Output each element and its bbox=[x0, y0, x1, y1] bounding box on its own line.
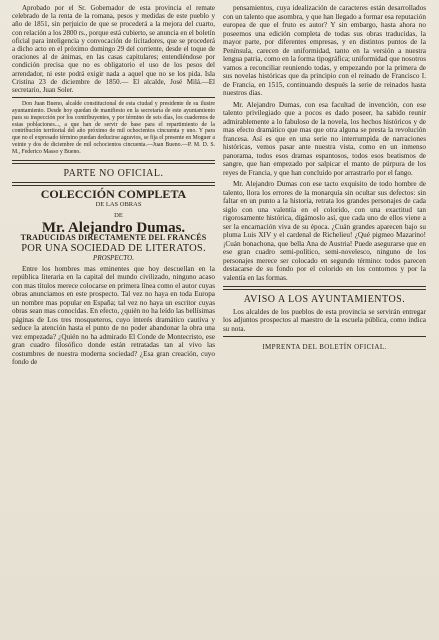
collection-title: COLECCIÓN COMPLETA bbox=[40, 187, 187, 202]
collection-subtitle: DE LAS OBRAS bbox=[95, 200, 142, 208]
right-column bbox=[223, 4, 426, 634]
prospectus-paragraph: Mr. Alejandro Dumas con ese tacto exquisito de todo hombre de talento, llora los errores de la monarquía sin ocultar sus defectos: sin faltar en un punto a la historia, retrata los grandes personajes de cada siglo con una valentía en el colorido, con una exactitud tan rigorosamente histórica, dígámoslo así, que cada uno de ellos viene a ser la encarnación viva de su época. ¿Cuán grandes aparecen bajo su pluma Luis XIV y el cardenal de Richelieu! ¿Qué pigmeo Mazarino! ¡Cuán bonachona, que bella Ana de Austria! Puede asegurarse que en ese gran cuadro semi-político, semi-novelesco, ninguno de los personajes merece ser colocado en segundo término: todos parecen destacarse de su fondo por el colorido en los contornos y por la valentía en las formas. bbox=[223, 180, 426, 282]
remate-announcement: Aprobado por el Sr. Gobernador de esta provincia el remate celebrado de la renta de la romana, pesos y medidas de este pueblo y año de 1851, sin perjuicio de que se procederá a la mejora del cuarto, con relación a los 2800 rs., porque está cubierto, se anuncia en el boletín oficial para inteligencia y convocación de licitadores, que se procederá a dicho acto en el próximo domingo 29 del corriente, desde el toque de oraciones al de ánimas, en las casas capitulares; entendiéndose por condición precisa que no es obligatorio el uso de los pesos del arrendador, ni este podrá exigir nada a aquel que no se los pida. Isla Cristina 23 de diciembre de 1850.— El alcalde, José Milá.—El secretario, Juan Soler. bbox=[12, 4, 215, 95]
prospectus-continued: pensamientos, cuya idealización de caracteres están desarrollados con un talento que asombra, y que han llegado a formar esa reputación europea de que el fruto es autor? Y sin embargo, hasta ahora no poseemos una edición completa de todas sus obras traducidas, la mayor parte, por diferentes empresas, y en distintos puntos de la Península, carecen de uniformidad, tanto en la versión a nuestra lengua patria, como en la forma tipográfica; uniformidad que nosotros vamos a reconciliar reuniendo todas, y empezando por la primera de sus novelas históricas que da principio con el reinado de Francisco I. de Francia, en 1515, continuando después la serie de reinados hasta nuestros días. bbox=[223, 4, 426, 97]
double-rule bbox=[12, 160, 215, 164]
society-note: POR UNA SOCIEDAD DE LITERATOS. bbox=[21, 242, 206, 254]
left-column bbox=[12, 4, 215, 634]
double-rule bbox=[223, 286, 426, 290]
divider bbox=[12, 97, 215, 98]
translation-note: TRADUCIDAS DIRECTAMENTE DEL FRANCÉS bbox=[20, 233, 207, 243]
columns bbox=[12, 4, 427, 634]
prospectus-label: PROSPECTO. bbox=[93, 254, 134, 263]
double-rule bbox=[12, 182, 215, 186]
collection-de: DE bbox=[114, 212, 123, 220]
avisos-title: AVISO A LOS AYUNTAMIENTOS. bbox=[243, 294, 406, 305]
imprenta-line: IMPRENTA DEL BOLETÍN OFICIAL. bbox=[262, 343, 387, 351]
municipal-notice: Don Juan Bueno, alcalde constitucional de esta ciudad y presidente de su ilustre ayuntamiento. Desde hoy quedan de manifiesto en la secretaría de este ayuntamiento para su inspección por los contribuyentes, y por término de seis días, los cuadernos de estas poblaciones..., a que han de servir de base para el repartimiento de la contribución territorial del año próximo de mil ochocientos cincuenta y uno. Y para que no el expresado término puedan deducirse agravios, se fija el presente en Moguer a veinte y dos de diciembre de mil ochocientos cincuenta.—Juan Bueno.—P. M. D. S. M., Federico Masso y Bueno. bbox=[12, 101, 215, 155]
prospectus-paragraph: Mr. Alejandro Dumas, con esa facultad de invención, con ese talento privilegiado que a pocos es dado poseer, ha sabido reunir admirablemente a lo fabuloso de la novela, los hechos históricos y de mas efecto dramático que mas que otra alguna se presta la revolución francesa. Así es que en una serie no interrumpida de narraciones históricas, vemos pasar ante nuestra vista, como en un inmenso panorama, todos esos dramas espantosos, todos esos beatismos de sangre, que han empezado por salpicar el manto de púrpura de los reyes de Francia, y que han concluido por arrastrarlo por el fango. bbox=[223, 100, 426, 177]
divider bbox=[223, 336, 426, 337]
author-name: Mr. Alejandro Dumas. bbox=[41, 219, 186, 236]
prospectus-text: Entre los hombres mas eminentes que hoy descuellan en la república literaria en la capital del mundo civilizado, ninguno acaso con mas títulos merece colocarse en primera línea como el autor cuyas obras anunciamos en este prospecto. Tal vez no haya en toda Europa un nombre mas popular en España; tal vez no haya un escritor cuyas obras sean mas conocidas. En efecto, ¿quién no ha leído las bellísimas páginas de Los tres mosqueteros, cuyo interés dramático cautiva y seduce la atención hasta el punto de no poder abandonar la obra una vez empezada? ¿Quién no ha admirado El Conde de Montecristo, ese gran cuadro filosófico donde están retratadas tan al vivo las costumbres de nuestra moderna sociedad? ¿Esa gran creación, cuyo fondo de bbox=[12, 264, 215, 367]
avisos-text: Los alcaldes de los pueblos de esta provincia se servirán entregar los adjuntos prospectos al maestro de la escuela pública, como indica su nota. bbox=[223, 307, 426, 333]
section-title: PARTE NO OFICIAL. bbox=[63, 167, 164, 179]
